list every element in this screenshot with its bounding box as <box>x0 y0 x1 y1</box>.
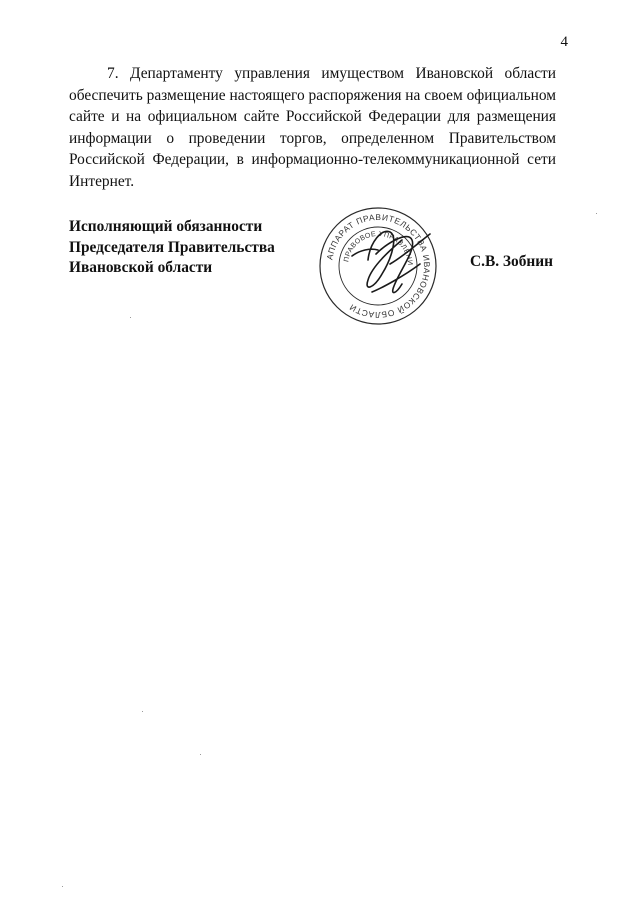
scan-speck <box>130 317 131 318</box>
seal-inner-ring <box>339 227 417 305</box>
signatory-title-line-2: Председателя Правительства <box>69 238 275 256</box>
signatory-title-line-1: Исполняющий обязанности <box>69 218 263 235</box>
scan-speck <box>142 711 143 712</box>
scan-speck <box>200 754 201 755</box>
seal-ring-text: АППАРАТ ПРАВИТЕЛЬСТВА ИВАНОВСКОЙ ОБЛАСТИ <box>324 211 433 321</box>
signatory-name: С.В. Зобнин <box>470 253 554 270</box>
signatory-title-line-3: Ивановской области <box>69 259 213 276</box>
official-seal-with-signature <box>312 200 452 330</box>
seal-inner-text: ПРАВОВОЕ УПРАВЛЕНИ <box>343 230 414 266</box>
page-number: 4 <box>560 34 568 50</box>
order-paragraph: 7. Департаменту управления имуществом Ивановской области обеспечить размещение настоящего распоряжения на своем официальном сайте и на официальном сайте Российской Федерации для размещения информации о проведении торгов, определенном Правительством Российской Федерации, в информационно-телекоммуникационной сети Интернет. <box>69 65 556 190</box>
scan-speck <box>596 213 597 214</box>
seal-graphic <box>312 200 452 330</box>
scan-speck <box>62 886 63 887</box>
signatory-title <box>69 217 299 279</box>
